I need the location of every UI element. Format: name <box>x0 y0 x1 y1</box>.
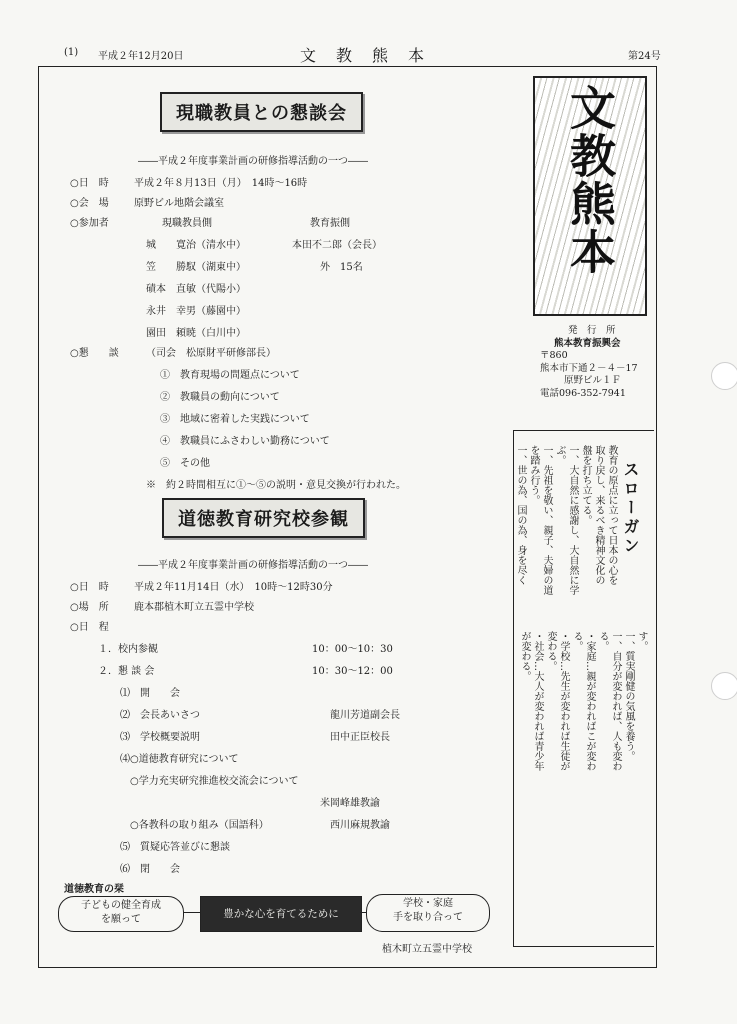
masthead-title: 文 教 熊 本 <box>300 46 427 65</box>
publisher-label: 発 行 所 <box>568 325 616 336</box>
article1-discussion-label: ○懇 談 <box>70 348 119 359</box>
slogan-line: 盤を打ち立てる。 <box>580 445 591 525</box>
article1-participants-label: ○参加者 <box>70 218 109 229</box>
slogan-box <box>513 430 654 947</box>
slogan-line: す。 <box>636 631 647 651</box>
publisher-address2: 原野ビル１Ｆ <box>564 375 622 386</box>
teachers-header: 現職教員側 <box>162 218 212 229</box>
publisher-name: 熊本教育振興会 <box>554 337 621 349</box>
teacher-entry: 磧本 直敏（代陽小） <box>146 284 246 295</box>
article1-venue-label: ○会 場 <box>70 198 109 209</box>
topic-item: ③ 地域に密着した実践について <box>160 414 310 425</box>
publisher-block <box>540 325 652 400</box>
schedule-item: ⑴ 開 会 <box>120 688 180 699</box>
schedule-detail: 田中正臣校長 <box>330 732 390 743</box>
slogan-lines-lower <box>518 631 648 931</box>
schedule-item: ⑸ 質疑応答並びに懇談 <box>120 842 230 853</box>
schedule-item: ○各教科の取り組み（国語科） <box>120 820 269 831</box>
article2-place-value: 鹿本郡植木町立五霊中学校 <box>134 602 254 613</box>
slogan-line: 変わる。 <box>545 631 556 671</box>
article2-date-value: 平成２年11月14日（水） 10時～12時30分 <box>134 582 333 593</box>
slogan-title: スローガン <box>621 461 640 556</box>
article2-headline: 道徳教育研究校参観 <box>162 498 365 538</box>
topic-item: ④ 教職員にふさわしい勤務について <box>160 436 330 447</box>
support-entry: 本田不二郎（会長） <box>292 240 382 251</box>
logo-box <box>533 76 647 316</box>
slogan-line: ・家庭…親が変わればこが変わ <box>584 631 595 771</box>
article1-headline: 現職教員との懇談会 <box>160 92 363 132</box>
slogan-line: ・社会…大人が変われば青少年 <box>532 631 543 771</box>
article2-subtitle: ――平成２年度事業計画の研修指導活動の一つ―― <box>138 560 368 571</box>
schedule-detail: 西川麻規教諭 <box>330 820 390 831</box>
schedule-item: ⑹ 閉 会 <box>120 864 180 875</box>
slogan-line: 一、大自然に感謝し、大自然に学 <box>567 445 578 595</box>
teacher-entry: 笠 勝馭（湖東中） <box>146 262 246 273</box>
slogan-line: ・学校…先生が変われば生徒が <box>558 631 569 771</box>
publisher-postal: 〒860 <box>540 350 568 361</box>
schedule-detail: 10：00～10：30 <box>312 644 393 655</box>
schedule-item: ⑵ 会長あいさつ <box>120 710 200 721</box>
schedule-item: ⑷○道徳教育研究について <box>120 754 239 765</box>
flow-school: 植木町立五霊中学校 <box>382 944 472 955</box>
publisher-address1: 熊本市下通２－４－17 <box>540 362 638 374</box>
article1-subtitle: ――平成２年度事業計画の研修指導活動の一つ―― <box>138 156 368 167</box>
flow-left-box: 子どもの健全育成 を願って <box>58 896 184 932</box>
binder-hole-bottom <box>711 672 737 700</box>
masthead <box>38 44 668 64</box>
topic-item: ⑤ その他 <box>160 458 210 469</box>
article2-schedule-label: ○日 程 <box>70 622 109 633</box>
slogan-line: 一、世の為、国の為、身を尽く <box>515 445 526 585</box>
teacher-entry: 永井 幸男（藤園中） <box>146 306 246 317</box>
flow-title: 道徳教育の栞 <box>64 884 124 895</box>
publisher-phone: 電話096-352-7941 <box>540 387 626 399</box>
issue-date: 平成２年12月20日 <box>98 51 184 62</box>
schedule-item: ⑶ 学校概要説明 <box>120 732 200 743</box>
slogan-line: 教育の原点に立って日本の心を <box>606 445 617 585</box>
article1-discussion-chair: （司会 松原財平研修部長） <box>146 348 276 359</box>
article1-venue-value: 原野ビル地階会議室 <box>134 198 224 209</box>
support-header: 教育振側 <box>310 218 350 229</box>
support-entry: 外 15名 <box>320 262 363 273</box>
flow-right-box: 学校・家庭 手を取り合って <box>366 894 490 932</box>
article2-place-label: ○場 所 <box>70 602 109 613</box>
article2-date-label: ○日 時 <box>70 582 109 593</box>
schedule-item: ２．懇 談 会 <box>98 666 155 677</box>
slogan-line: を踏み行う。 <box>528 445 539 505</box>
flow-arrow-left <box>183 912 200 913</box>
issue-number: 第24号 <box>628 51 661 62</box>
article1-note: ※ 約２時間相互に①～⑤の説明・意見交換が行われた。 <box>146 480 406 491</box>
schedule-detail: 10：30～12：00 <box>312 666 393 677</box>
binder-hole-top <box>711 362 737 390</box>
article1-date-value: 平成２年８月13日（月） 14時～16時 <box>134 178 308 189</box>
slogan-line: る。 <box>571 631 582 651</box>
issue-index: (1) <box>64 47 79 58</box>
schedule-item: ○学力充実研究推進校交流会について <box>120 776 299 787</box>
slogan-line: 一、自分が変われば、人も変わ <box>610 631 621 771</box>
slogan-line: 一、質実剛健の気風を養う。 <box>623 631 634 761</box>
topic-item: ① 教育現場の問題点について <box>160 370 300 381</box>
slogan-line: 一、先祖を敬い、親子、夫婦の道 <box>541 445 552 595</box>
teacher-entry: 城 寛治（清水中） <box>146 240 246 251</box>
topic-item: ② 教職員の動向について <box>160 392 280 403</box>
logo-text: 文教熊本 <box>563 84 617 276</box>
slogan-line: が変わる。 <box>519 631 530 681</box>
teacher-entry: 園田 頼暁（白川中） <box>146 328 246 339</box>
schedule-detail: 龍川芳道副会長 <box>330 710 400 721</box>
article1-date-label: ○日 時 <box>70 178 109 189</box>
slogan-line: 取り戻し、来るべき精神文化の <box>593 445 604 585</box>
schedule-detail: 米岡峰雄教諭 <box>320 798 380 809</box>
slogan-line: ぶ。 <box>554 445 565 465</box>
slogan-line: る。 <box>597 631 608 651</box>
flow-center-box: 豊かな心を育てるために <box>200 896 362 932</box>
schedule-item: １．校内参観 <box>98 644 158 655</box>
